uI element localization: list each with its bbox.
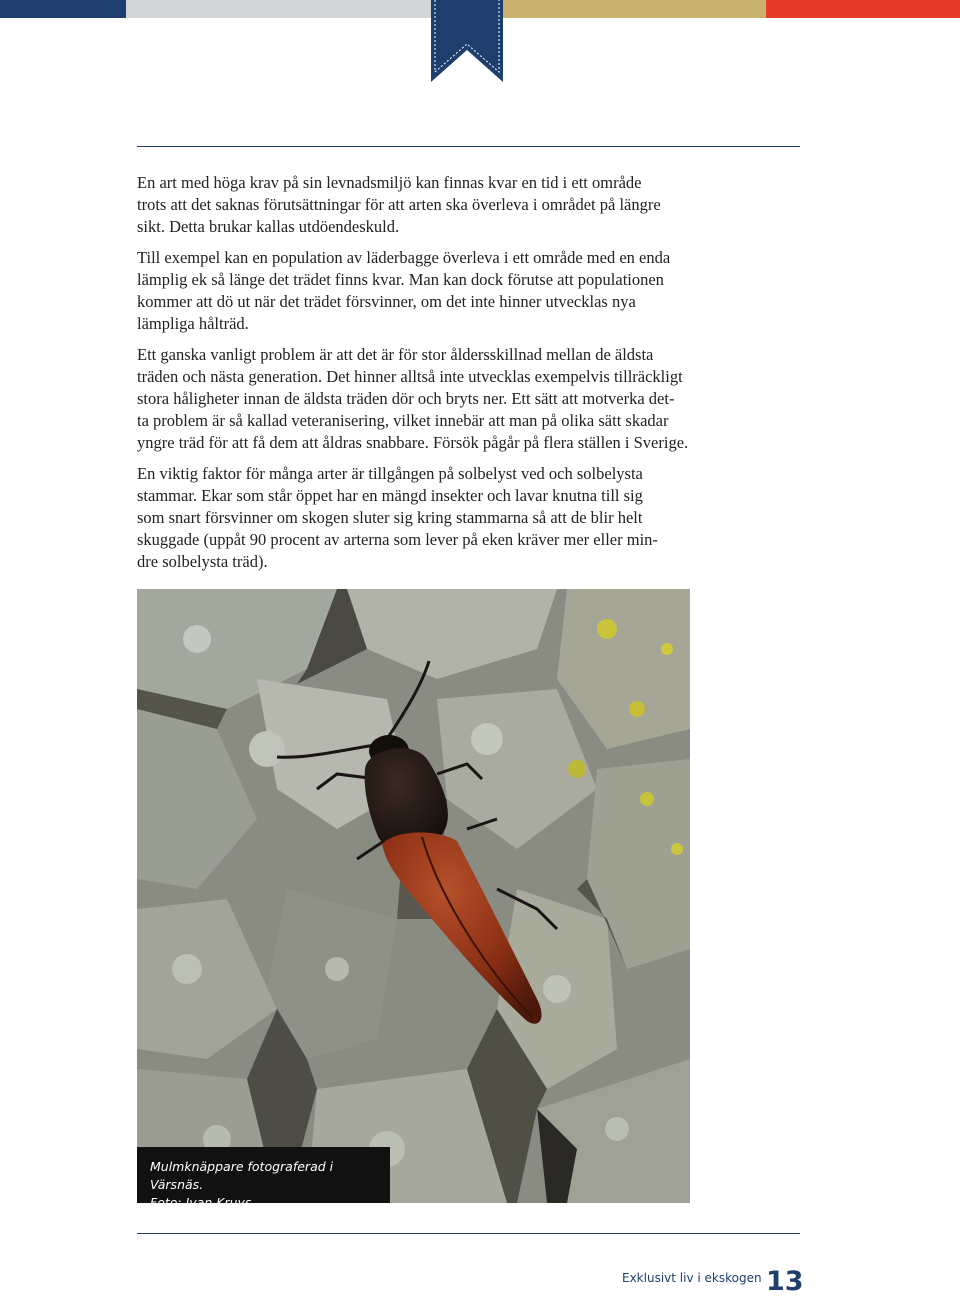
bottom-rule: [137, 1233, 800, 1234]
text-line: sikt. Detta brukar kallas utdöendeskuld.: [137, 217, 400, 236]
text-line: skuggade (uppåt 90 procent av arterna som lever på eken kräver mer eller min-: [137, 530, 658, 549]
photo-credit: Foto: Ivan Kruys.: [150, 1195, 256, 1210]
paragraph-1: [137, 172, 697, 238]
text-line: Till exempel kan en population av läderbagge överleva i ett område med en enda: [137, 248, 671, 267]
beetle-photo: [137, 589, 690, 1203]
paragraph-4: [137, 463, 697, 573]
caption-line: Mulmknäppare fotograferad i Värsnäs.: [150, 1159, 334, 1192]
photo-caption: [137, 1147, 390, 1210]
header-band-navy: [0, 0, 126, 18]
header-band-gray: [126, 0, 431, 18]
footer-title: Exklusivt liv i ekskogen: [622, 1271, 762, 1285]
text-line: stora håligheter innan de äldsta träden dör och bryts ner. Ett sätt att motverka det-: [137, 389, 675, 408]
text-line: lämpliga hålträd.: [137, 314, 249, 333]
top-rule: [137, 146, 800, 147]
text-line: trots att det saknas förutsättningar för att arten ska överleva i området på längre: [137, 195, 661, 214]
body-text: [137, 172, 697, 582]
paragraph-2: [137, 247, 697, 335]
text-line: kommer att dö ut när det trädet försvinner, om det inte hinner utvecklas nya: [137, 292, 636, 311]
text-line: lämplig ek så länge det trädet finns kvar. Man kan dock förutse att populationen: [137, 270, 664, 289]
page-number: 13: [766, 1266, 804, 1297]
header-band-red: [766, 0, 960, 18]
text-line: En art med höga krav på sin levnadsmiljö kan finnas kvar en tid i ett område: [137, 173, 642, 192]
text-line: Ett ganska vanligt problem är att det är för stor åldersskillnad mellan de äldsta: [137, 345, 654, 364]
paragraph-3: [137, 344, 697, 454]
text-line: yngre träd för att få dem att åldras snabbare. Försök pågår på flera ställen i Sverige.: [137, 433, 689, 452]
header-band-gold: [503, 0, 766, 18]
text-line: som snart försvinner om skogen sluter sig kring stammarna så att de blir helt: [137, 508, 643, 527]
bookmark-ribbon-icon: [431, 0, 503, 82]
text-line: stammar. Ekar som står öppet har en mängd insekter och lavar knutna till sig: [137, 486, 643, 505]
text-line: träden och nästa generation. Det hinner alltså inte utvecklas exempelvis tillräckligt: [137, 367, 683, 386]
text-line: dre solbelysta träd).: [137, 552, 268, 571]
text-line: ta problem är så kallad veteranisering, vilket innebär att man på olika sätt skadar: [137, 411, 669, 430]
text-line: En viktig faktor för många arter är tillgången på solbelyst ved och solbelysta: [137, 464, 643, 483]
